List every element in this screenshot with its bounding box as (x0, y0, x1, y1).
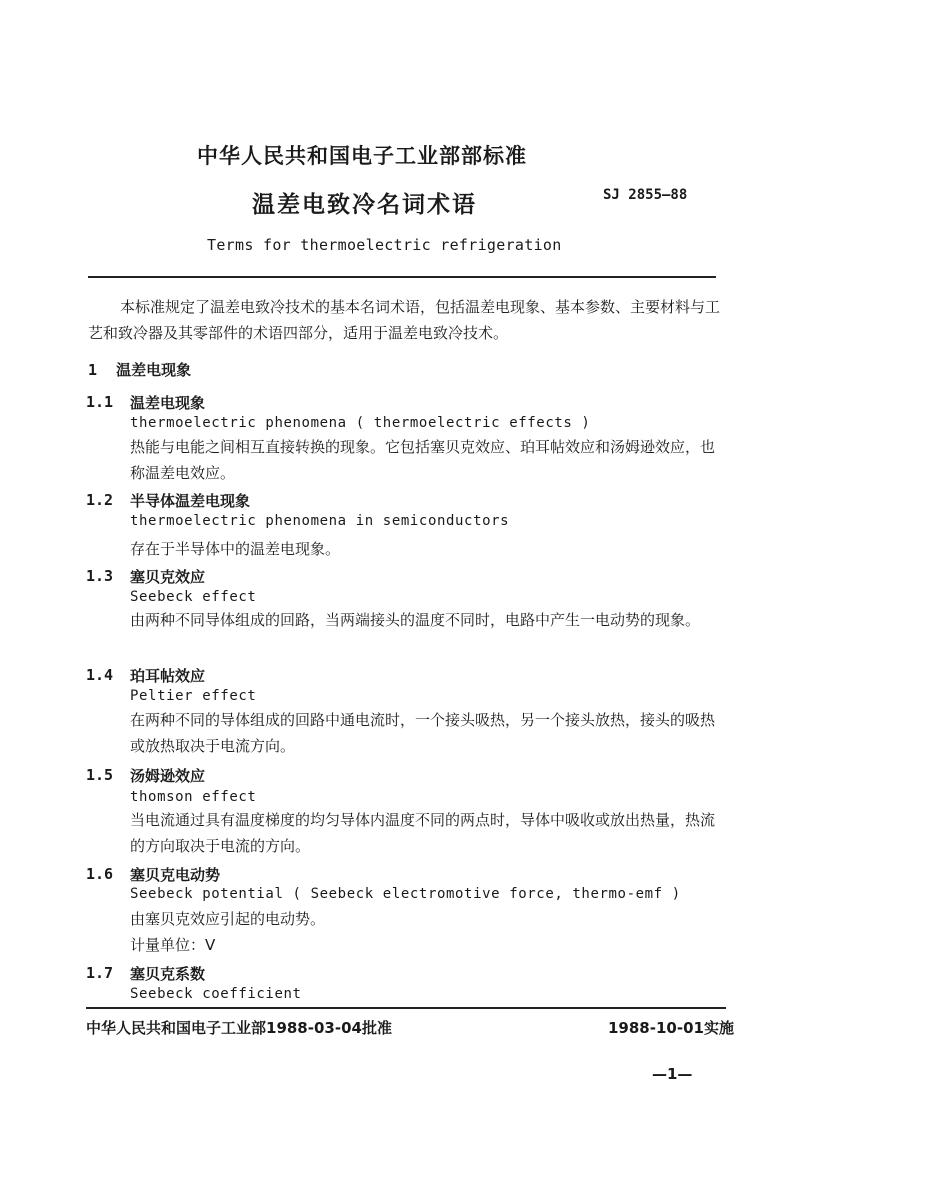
entry-term: 温差电现象 (130, 394, 206, 412)
intro-paragraph: 本标准规定了温差电致冷技术的基本名词术语，包括温差电现象、基本参数、主要材料与工艺和致冷器及其零部件的术语四部分，适用于温差电致冷技术。 (88, 298, 721, 342)
document-title: 温差电致冷名词术语 (252, 192, 477, 218)
entry-term: 塞贝克效应 (130, 568, 206, 586)
issuing-organization: 中华人民共和国电子工业部部标准 (197, 144, 527, 168)
section-heading (88, 359, 191, 380)
header-divider (88, 276, 716, 278)
entry-english: Seebeck coefficient (130, 986, 302, 1002)
entry-english: Seebeck effect (130, 589, 257, 605)
page-number: —1— (652, 1065, 693, 1083)
english-title: Terms for thermoelectric refrigeration (207, 236, 562, 254)
entry-definition: 由塞贝克效应引起的电动势。 (130, 910, 326, 928)
entry-english: thermoelectric phenomena in semiconductors (130, 513, 510, 529)
section-number: 1 (88, 361, 98, 379)
standard-code: SJ 2855—88 (603, 187, 688, 203)
entry-english: thermoelectric phenomena ( thermoelectric effects ) (130, 415, 591, 431)
entry-number: 1.5 (86, 766, 114, 784)
entry-number: 1.1 (86, 393, 114, 411)
entry-number: 1.3 (86, 567, 114, 585)
entry-english: Seebeck potential ( Seebeck electromotive force, thermo-emf ) (130, 886, 681, 902)
entry-definition: 在两种不同的导体组成的回路中通电流时，一个接头吸热，另一个接头放热，接头的吸热或放热取决于电流方向。 (130, 711, 716, 755)
entry-number: 1.2 (86, 491, 114, 509)
section-title: 温差电现象 (116, 361, 192, 379)
entry-term: 珀耳帖效应 (130, 667, 206, 685)
entry-number: 1.6 (86, 865, 114, 883)
entry-number: 1.7 (86, 964, 114, 982)
entry-unit: 计量单位：V (130, 936, 216, 954)
entry-number: 1.4 (86, 666, 114, 684)
entry-definition: 存在于半导体中的温差电现象。 (130, 540, 341, 558)
entry-english: Peltier effect (130, 688, 257, 704)
approval-date: 中华人民共和国电子工业部1988-03-04批准 (86, 1019, 392, 1037)
entry-definition: 热能与电能之间相互直接转换的现象。它包括塞贝克效应、珀耳帖效应和汤姆逊效应，也称温差电效应。 (130, 438, 716, 482)
entry-definition: 当电流通过具有温度梯度的均匀导体内温度不同的两点时，导体中吸收或放出热量，热流的方向取决于电流的方向。 (130, 811, 716, 855)
implementation-date: 1988-10-01实施 (608, 1019, 734, 1037)
entry-term: 塞贝克电动势 (130, 866, 221, 884)
entry-english: thomson effect (130, 789, 257, 805)
entry-definition: 由两种不同导体组成的回路，当两端接头的温度不同时，电路中产生一电动势的现象。 (130, 611, 701, 629)
entry-term: 半导体温差电现象 (130, 492, 251, 510)
entry-term: 汤姆逊效应 (130, 767, 206, 785)
entry-term: 塞贝克系数 (130, 965, 206, 983)
footer-divider (86, 1007, 726, 1009)
